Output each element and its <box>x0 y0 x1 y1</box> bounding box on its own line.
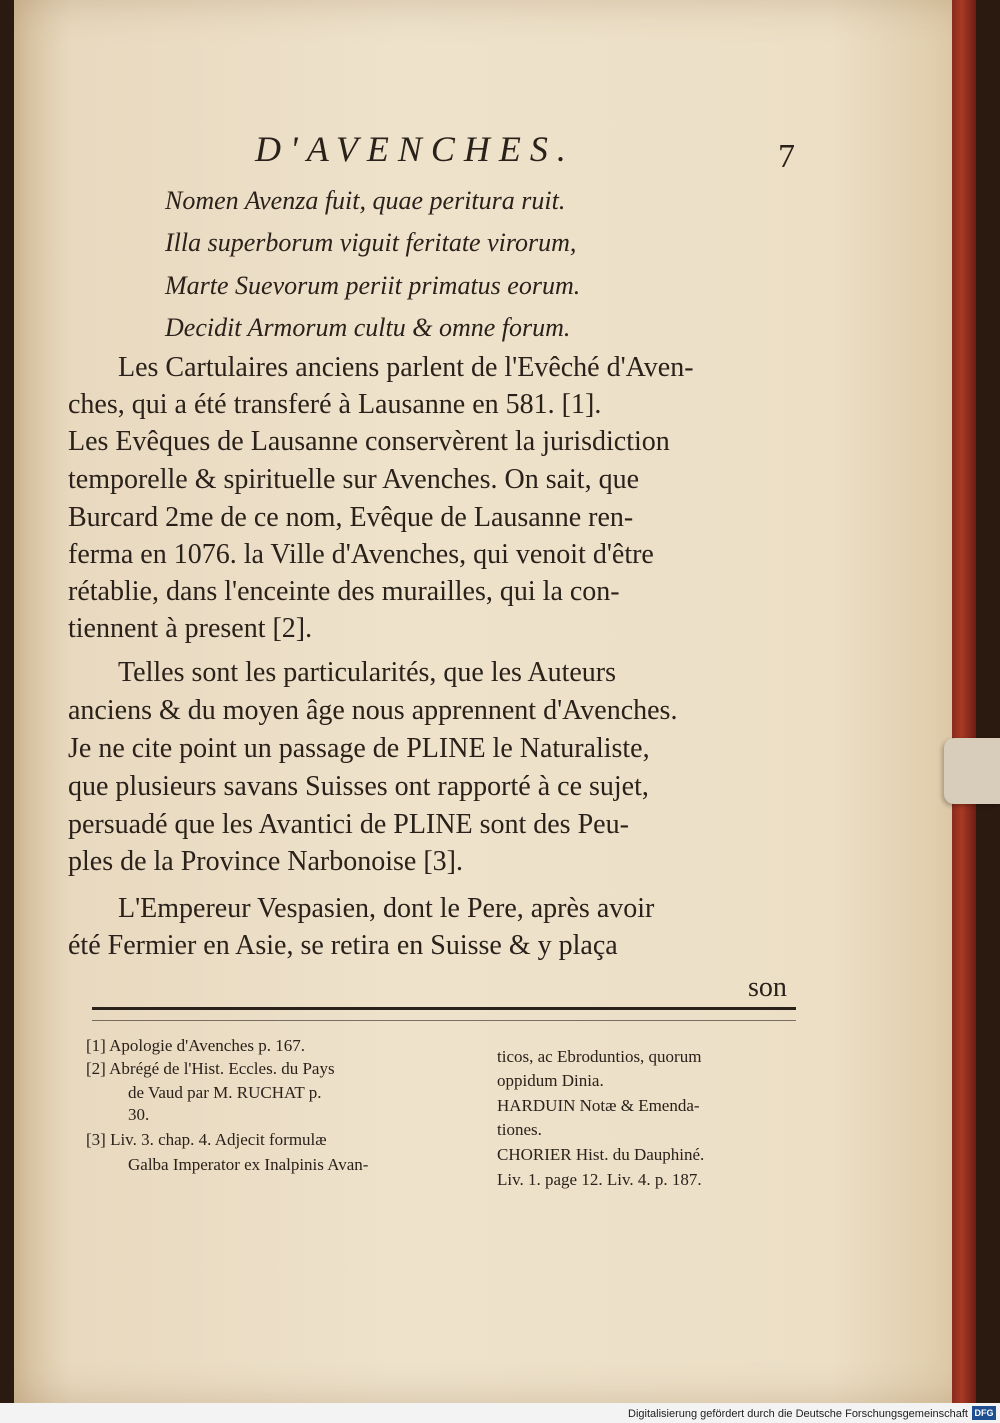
funding-credit: Digitalisierung gefördert durch die Deutsche Forschungsgemeinschaft <box>628 1408 968 1420</box>
footnote-line: de Vaud par M. RUCHAT p. <box>128 1083 322 1102</box>
body-line: Les Cartulaires anciens parlent de l'Evêché d'Aven- <box>118 352 694 383</box>
footer-bar <box>0 1403 1000 1423</box>
body-line: ches, qui a été transferé à Lausanne en 581. [1]. <box>68 389 602 420</box>
body-line: persuadé que les Avantici de PLINE sont des Peu- <box>68 809 629 840</box>
body-line: tiennent à present [2]. <box>68 613 313 644</box>
catchword: son <box>748 972 787 1003</box>
footnote-line: [1] Apologie d'Avenches p. 167. <box>86 1036 305 1055</box>
verse-line: Marte Suevorum periit primatus eorum. <box>165 271 581 300</box>
verse-line: Decidit Armorum cultu & omne forum. <box>165 313 571 342</box>
running-header: D'AVENCHES. <box>255 129 575 169</box>
footnote-line: 30. <box>128 1105 150 1124</box>
footnote-line: Liv. 1. page 12. Liv. 4. p. 187. <box>497 1170 702 1189</box>
footnote-line: HARDUIN Notæ & Emenda- <box>497 1096 700 1115</box>
verse-line: Nomen Avenza fuit, quae peritura ruit. <box>165 186 566 215</box>
body-line: ferma en 1076. la Ville d'Avenches, qui venoit d'être <box>68 539 654 570</box>
page-tab-marker <box>944 738 1000 804</box>
footnote-line: tiones. <box>497 1120 542 1139</box>
footnote-line: CHORIER Hist. du Dauphiné. <box>497 1145 705 1164</box>
verse-line: Illa superborum viguit feritate virorum, <box>165 228 577 257</box>
body-line: que plusieurs savans Suisses ont rapporté à ce sujet, <box>68 771 649 802</box>
body-line: été Fermier en Asie, se retira en Suisse & y plaça <box>68 930 618 961</box>
body-line: Les Evêques de Lausanne conservèrent la jurisdiction <box>68 426 670 457</box>
footnote-line: ticos, ac Ebroduntios, quorum <box>497 1047 702 1066</box>
body-line: ples de la Province Narbonoise [3]. <box>68 846 463 877</box>
body-line: Telles sont les particularités, que les Auteurs <box>118 657 617 688</box>
body-line: temporelle & spirituelle sur Avenches. On sait, que <box>68 464 640 495</box>
footnote-line: Galba Imperator ex Inalpinis Avan- <box>128 1155 369 1174</box>
footnote-rule <box>92 1007 796 1010</box>
body-line: L'Empereur Vespasien, dont le Pere, après avoir <box>118 893 655 924</box>
footnote-rule-thin <box>92 1020 796 1021</box>
body-line: Burcard 2me de ce nom, Evêque de Lausanne ren- <box>68 502 634 533</box>
footnote-line: [2] Abrégé de l'Hist. Eccles. du Pays <box>86 1059 335 1078</box>
book-binding-edge <box>952 0 976 1403</box>
body-line: anciens & du moyen âge nous apprennent d'Avenches. <box>68 695 678 726</box>
footnote-line: [3] Liv. 3. chap. 4. Adjecit formulæ <box>86 1130 327 1149</box>
body-line: rétablie, dans l'enceinte des murailles, qui la con- <box>68 576 620 607</box>
dfg-logo-icon: DFG <box>972 1406 996 1420</box>
body-line: Je ne cite point un passage de PLINE le Naturaliste, <box>68 733 650 764</box>
footnote-line: oppidum Dinia. <box>497 1071 604 1090</box>
page-number: 7 <box>778 138 795 175</box>
